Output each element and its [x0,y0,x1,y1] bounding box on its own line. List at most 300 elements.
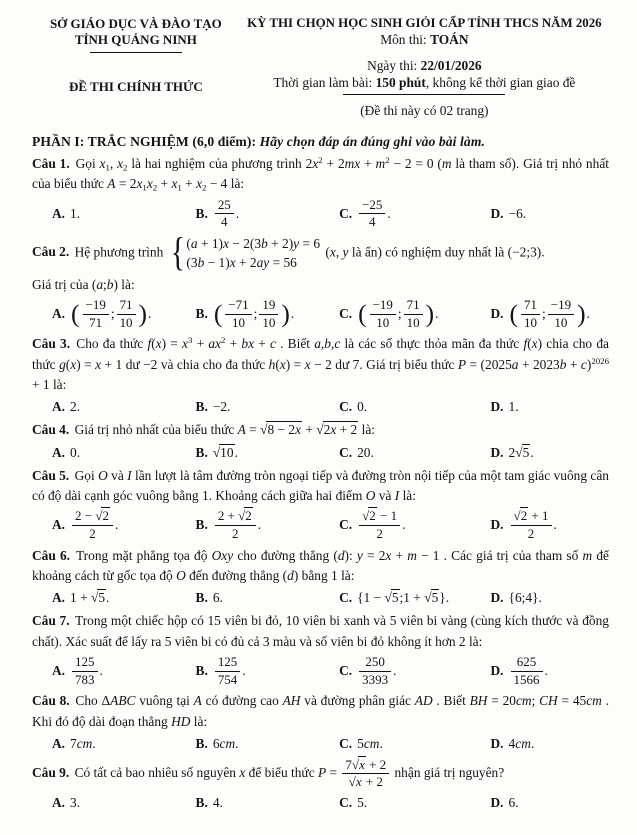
pages-note: (Đề thi này có 02 trang) [360,103,489,118]
question-label: Câu 2. [32,244,70,260]
text-run: . [242,663,246,679]
math-var: x [99,156,106,171]
fraction-denominator: 2 [215,525,256,542]
question-7 [32,611,609,688]
text-run: Giá trị của [32,276,92,292]
option-content [70,206,80,222]
date-value: 22/01/2026 [420,58,482,73]
text-run: . [530,444,534,460]
math-var: Oxy [211,547,234,563]
big-paren: ( [213,299,223,329]
question-label: Câu 8. [32,693,70,709]
fraction-denominator: √x + 2 [342,773,389,790]
option-label: B. [195,794,208,810]
sqrt-radical [424,589,439,605]
rad: √ [238,508,245,524]
option-content [213,399,231,415]
math-var: HD [171,713,191,729]
fraction [359,197,385,231]
question-body [32,334,609,395]
text-run: là: [399,488,416,504]
option-label: C. [339,306,353,322]
option-A [52,508,192,542]
subject-line [240,32,609,48]
option-label: A. [52,205,66,221]
fraction-denominator: 783 [72,671,97,688]
subscript: 2 [123,162,128,173]
question-1 [32,154,609,231]
questions-list [32,154,609,813]
option-content [357,590,449,606]
fraction-numerator: 71 [406,297,420,313]
option-C [339,508,486,542]
date-prefix: Ngày thi: [367,58,421,73]
option-content [509,508,557,542]
question-body-cont [32,275,609,295]
sqrt-radical [362,507,377,523]
option-label: C. [339,205,353,221]
question-body [32,611,609,652]
option-content [70,736,96,752]
option-C [339,443,486,463]
math-var: cm [515,735,531,751]
header-left-underline [90,52,182,53]
rdc: 2 [520,508,528,524]
subscript: 2 [202,182,207,193]
section-title-italic-wrap [260,134,485,149]
option-C [339,793,486,813]
big-paren: ) [138,299,148,329]
rdc [358,756,366,772]
option-A [52,443,192,463]
sqrt-radical [514,507,529,523]
section-title-bold: PHẦN I: TRẮC NGHIỆM (6,0 điểm): [32,134,260,149]
math-var: x [239,765,246,780]
equation-system [169,230,321,276]
math-var: x [330,422,337,438]
fraction-numerator: √2 − 1 [362,508,398,524]
text-run: . [99,663,103,679]
text-run: . [387,205,391,221]
option-B [196,397,336,417]
date-line [240,58,609,74]
math-run: A = √8 − 2x + √2x + 2 [237,422,358,438]
fraction-numerator: −19 [372,297,393,313]
rad: √ [95,508,102,524]
superscript: 3 [187,335,193,346]
subscript: 2 [152,182,158,193]
option-label: D. [490,663,504,679]
fraction-numerator: 71 [524,297,538,313]
option-label: A. [52,794,66,810]
header-right-underline [343,94,505,95]
math-var: mx [344,156,361,171]
math-var: m [407,547,417,563]
fraction-numerator: 7√x + 2 [345,756,387,772]
option-B [196,297,336,331]
fraction [117,297,136,331]
math-var: x [531,336,538,352]
option-C [339,197,486,231]
option-content [357,654,396,688]
math-var: x [385,547,392,563]
math-var: f [523,336,528,352]
option-label: B. [195,663,208,679]
text-run: là: [190,713,208,729]
text-run: 0. [357,399,368,415]
question-2 [32,230,609,331]
math-var: m [582,547,593,563]
math-var: A [237,422,246,438]
math-var: P [457,356,467,372]
big-paren: ) [425,299,435,329]
fraction [359,508,400,542]
option-A [52,793,192,813]
math-var: m [441,156,452,171]
sqrt-radical [316,421,358,437]
math-var: I [127,467,132,483]
text-run: là: [358,422,375,438]
option-D [491,297,609,331]
math-var: x [304,356,311,372]
option-content [509,399,519,415]
fraction-numerator: −19 [550,297,572,313]
math-var: y [342,244,349,260]
question-5 [32,466,609,543]
math-run: P = [317,765,341,780]
text-run: vuông tại [135,693,194,709]
text-run: có đường cao [201,693,283,709]
option-content [509,206,527,222]
text-run: . [393,663,397,679]
math-var: b [324,336,331,352]
fraction-denominator: 1566 [511,671,543,688]
text-run: 4. [212,794,223,810]
exam-title: KỲ THI CHỌN HỌC SINH GIỎI CẤP TỈNH THCS NĂM 2026 [247,16,602,30]
rdc [355,773,363,789]
math-var: x [223,235,229,251]
option-label: A. [52,444,66,460]
math-var: x [279,356,286,372]
option-content [213,508,261,542]
text-run: là tham số). Giá trị nhỏ nhất của biểu thức [32,156,609,192]
text-run: là: [117,276,135,292]
options-row [32,588,609,608]
fraction-numerator: 2 + √2 [217,508,252,524]
fraction [342,757,389,791]
options-row [32,297,609,331]
math-var: O [98,467,108,483]
option-B [196,443,336,463]
fraction-denominator: 3393 [359,671,391,688]
big-paren: ( [509,299,519,329]
fraction-denominator: 10 [521,314,540,331]
text-run: 1. [70,205,81,221]
text-run: 6. [508,794,519,810]
option-label: C. [339,517,353,533]
subscript: 1 [177,182,182,193]
text-run: ( [322,244,330,260]
question-body [32,230,609,276]
question-label: Câu 5. [32,467,70,483]
math-var: b [559,356,567,372]
math-run: 2√5 [508,444,530,460]
math-var: BH [469,693,488,709]
rad: √ [316,422,323,438]
text-run: đến đường thẳng [185,567,283,583]
fraction [72,508,113,542]
question-8 [32,691,609,754]
option-D [491,588,609,608]
question-label: Câu 1. [32,156,70,171]
sqrt-radical [349,773,363,789]
time-line [240,75,609,91]
rad: √ [351,756,359,772]
fraction-numerator: 25 [217,196,231,212]
option-label: C. [339,794,353,810]
rdc: 8 − 2x [267,422,302,438]
math-run: ΔABC [101,693,136,709]
math-var: a [314,336,321,352]
fraction-denominator: 2 [511,525,552,542]
option-C [339,654,486,688]
math-var: a [96,276,104,292]
option-label: D. [490,735,504,751]
system-brace: { [170,230,185,276]
option-C [339,397,486,417]
option-B [196,197,336,231]
math-run: (a;b) [91,276,118,292]
math-var: m [375,156,386,171]
official-exam-label: ĐỀ THI CHÍNH THỨC [68,78,203,94]
math-run [442,156,452,171]
text-run: để biểu thức [245,765,318,780]
question-label: Câu 7. [32,613,70,629]
math-run: CH = 45cm [539,693,602,709]
sqrt-radical [260,421,302,437]
rdc: 2x + 2 [323,422,358,438]
math-run: {6;4}. [508,590,542,606]
option-A [52,734,192,754]
text-run: Gọi [74,467,99,483]
sqrt-radical [352,756,366,772]
option-label: B. [195,735,208,751]
text-run: ; [531,693,540,709]
text-run: . [235,205,240,221]
math-run: BH = 20cm [469,693,532,709]
superscript: 2 [221,335,226,346]
text-run: 2. [70,399,81,415]
math-var: a [190,235,198,251]
option-label: A. [52,306,66,322]
question-body [32,466,609,507]
fraction-denominator: 10 [548,314,574,331]
option-B [196,793,336,813]
text-run: và [107,467,128,483]
text-run: . [114,517,119,533]
rdc: 10 [220,444,234,460]
option-content [213,795,223,811]
text-run: 0. [70,444,81,460]
province-line: TỈNH QUẢNG NINH [74,32,197,48]
option-A [52,588,192,608]
fraction [83,297,109,331]
math-run [583,548,593,563]
text-run: Cho [75,693,102,709]
option-B [196,588,336,608]
fraction [215,197,234,231]
option-label: C. [339,735,353,751]
text-run: 1. [508,399,519,415]
math-var: ABC [110,693,136,709]
math-var: x [295,422,302,438]
math-run: $2x^2 + 2mx + m^2 - 2 = 0$ [305,155,434,171]
math-var: cm [76,735,93,751]
exam-header [32,16,609,119]
option-D [491,204,609,224]
option-content [357,795,367,811]
option-content [70,445,80,461]
fraction-denominator: 10 [404,314,423,331]
fraction [72,654,97,688]
option-label: D. [490,205,504,221]
option-content [357,736,383,752]
text-run: 5. [357,794,368,810]
text-run: và đường phân giác [300,693,415,709]
rad: √ [513,508,520,524]
option-content [357,197,391,231]
text-run: . [402,517,406,533]
math-var: CH [539,693,558,709]
fraction-numerator: 125 [75,654,95,670]
math-var: A [193,693,202,709]
question-label: Câu 4. [32,422,70,438]
option-content [357,399,367,415]
option-label: D. [490,794,504,810]
option-D [491,654,609,688]
math-var: b [106,276,114,292]
math-var: x [70,356,77,372]
rdc: 5 [98,590,106,606]
time-value: 150 phút [375,75,426,90]
fraction [511,508,552,542]
question-body [32,691,609,732]
subscript: 1 [142,182,147,193]
option-content [70,654,103,688]
sqrt-radical [384,589,399,605]
math-run [366,488,376,503]
option-C [339,588,486,608]
text-run: là: [227,176,245,192]
math-var: x [312,156,319,171]
big-paren: ( [71,299,80,329]
rdc: 2 [102,508,109,524]
option-B [196,654,336,688]
math-run: x, y [329,244,349,260]
option-label: B. [195,517,208,533]
question-body [32,757,609,791]
text-run: . [290,306,295,322]
option-content [509,795,519,811]
superscript: 2026 [591,355,609,366]
math-var: d [337,547,345,563]
option-content [357,508,405,542]
text-run: . [544,663,548,679]
big-paren: ( [358,299,367,329]
math-run: $A = 2x_1x_2 + x_1 + x_2 - 4$ [107,176,228,193]
fraction [225,297,251,331]
question-4 [32,420,609,462]
math-var: A [107,176,116,192]
question-label: Câu 3. [32,336,71,352]
option-content [213,736,239,752]
option-label: C. [339,399,353,415]
math-var: P [317,765,327,780]
math-run [176,568,186,583]
text-run: 6. [212,590,223,606]
math-var: f [147,336,152,352]
option-label: D. [490,590,504,606]
options-row [32,734,609,754]
text-run: để khoảng cách từ gốc tọa độ [32,547,609,583]
math-var: x [359,756,365,772]
system-equation: (3b − 1)x + 2ay = 56 [186,255,297,271]
question-body [32,154,609,195]
option-content [213,590,223,606]
math-run: h(x) = x − 2 [268,356,332,372]
math-var: x [117,156,124,171]
option-label: B. [195,205,208,221]
math-var: ax [208,336,221,352]
fraction-denominator: 71 [83,314,109,331]
option-label: B. [195,306,208,322]
math-run: f(x) [523,336,543,352]
math-run: (d) [282,567,299,583]
rad: √ [424,590,431,606]
math-run [415,693,433,708]
rad: √ [90,590,98,606]
option-content [213,197,239,231]
text-run: Hệ phương trình [74,244,167,260]
option-content [357,445,374,461]
option-A [52,397,192,417]
text-run: . Khi đó độ dài đoạn thẳng [32,693,609,729]
fraction-denominator: 4 [359,213,385,230]
text-run: là hai nghiệm của phương trình [127,156,306,171]
option-content [213,297,294,331]
text-run: −6. [508,205,527,221]
option-label: B. [195,399,208,415]
rdc: 2 [245,508,252,524]
subscript: 1 [105,162,110,173]
text-run: Gọi [75,156,100,171]
rad: √ [260,422,267,438]
math-var: cm [586,693,602,709]
superscript: 2 [318,155,323,166]
rad: √ [384,590,391,606]
math-run [194,693,202,708]
fraction-denominator: 10 [117,314,136,331]
options-row [32,508,609,542]
text-run: cho đường thẳng [233,547,334,563]
option-content [357,297,438,331]
fraction-numerator: 625 [516,654,537,670]
header-right [240,16,609,119]
text-run: nhận giá trị nguyên? [391,765,505,780]
rad: √ [348,774,355,790]
option-label: D. [490,517,504,533]
option-A [52,297,192,331]
